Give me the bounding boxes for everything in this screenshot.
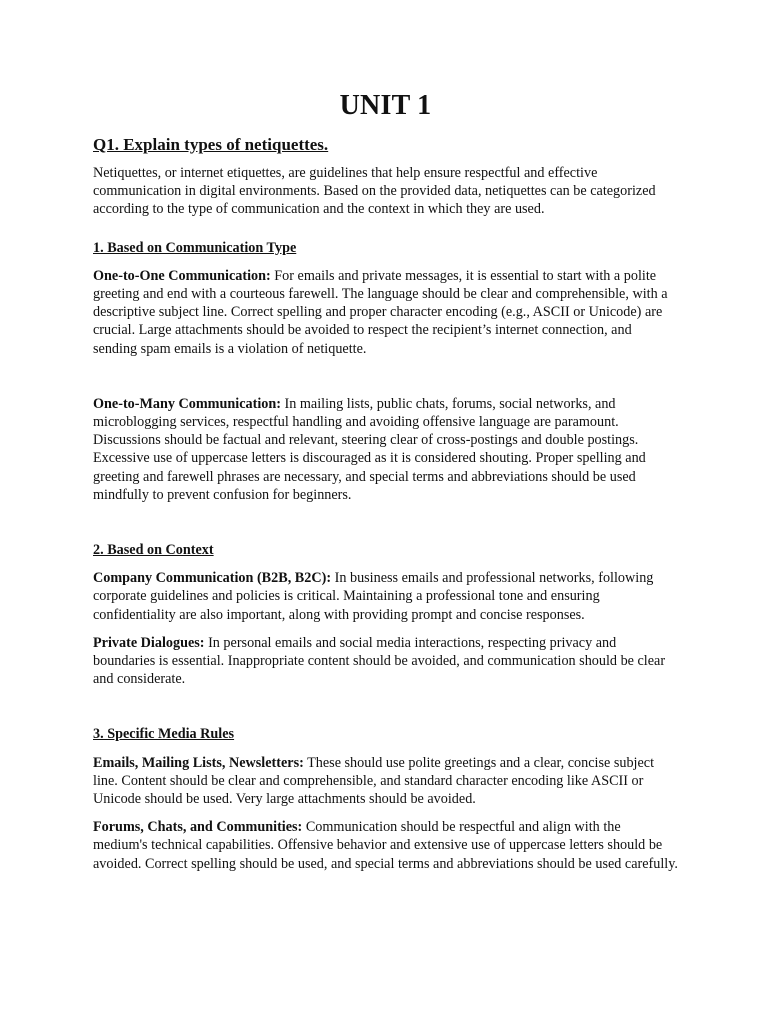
paragraph-text: These should use polite greetings and a clear, concise subject line. Content should be clear and comprehensible, and standard character encoding like ASCII or Unicode should be used. Very large attachments should be avoided.	[93, 754, 655, 808]
paragraph-one-to-one	[93, 267, 678, 358]
paragraph-text: In business emails and professional networks, following corporate guidelines and policies is critical. Maintaining a professional tone and ensuring confidentiality are also important, along with providing prompt and concise responses.	[93, 570, 654, 623]
paragraph-text: For emails and private messages, it is essential to start with a polite greeting and end with a courteous farewell. The language should be clear and comprehensible, with a descriptive subject line. Correct spelling and proper character encoding (e.g., ASCII or Unicode) are crucial. Large attachments should be avoided to respect the recipient’s internet connection, and sending spam emails is a violation of netiquette.	[93, 267, 668, 357]
section-heading-context: 2. Based on Context	[93, 542, 214, 559]
paragraph-emails-mailing-lists	[93, 754, 678, 809]
paragraph-lead: Emails, Mailing Lists, Newsletters:	[93, 754, 304, 771]
paragraph-forums-chats	[93, 818, 678, 873]
paragraph-lead: One-to-One Communication:	[93, 267, 271, 284]
paragraph-lead: Company Communication (B2B, B2C):	[93, 570, 332, 587]
document-content	[93, 88, 678, 873]
paragraph-text: Communication should be respectful and align with the medium's technical capabilities. Offensive behavior and extensive use of uppercase letters should be avoided. Correct spelling should be used, and special terms and abbreviations should be used carefully.	[93, 819, 678, 872]
section-heading-media-rules: 3. Specific Media Rules	[93, 726, 235, 743]
paragraph-lead: Private Dialogues:	[93, 634, 205, 651]
intro-paragraph: Netiquettes, or internet etiquettes, are guidelines that help ensure respectful and effective communication in digital environments. Based on the provided data, netiquettes can be categorized according to the type of communication and the context in which they are used.	[93, 165, 656, 218]
section-heading-communication-type: 1. Based on Communication Type	[93, 239, 297, 256]
paragraph-one-to-many	[93, 395, 678, 504]
paragraph-lead: One-to-Many Communication:	[93, 395, 281, 412]
paragraph-lead: Forums, Chats, and Communities:	[93, 819, 303, 836]
unit-title: UNIT 1	[339, 90, 432, 121]
paragraph-company-communication	[93, 569, 678, 624]
paragraph-text: In mailing lists, public chats, forums, social networks, and microblogging services, respectful handling and avoiding offensive language are paramount. Discussions should be factual and relevant, steering clear of cross-postings and double postings. Excessive use of uppercase letters is discouraged as it is considered shouting. Proper spelling and greeting and farewell phrases are necessary, and special terms and abbreviations should be used mindfully to prevent confusion for beginners.	[93, 395, 646, 503]
paragraph-private-dialogues	[93, 634, 678, 689]
question-heading: Q1. Explain types of netiquettes.	[93, 135, 329, 154]
paragraph-text: In personal emails and social media interactions, respecting privacy and boundaries is essential. Inappropriate content should be avoided, and communication should be clear and considerate.	[93, 634, 666, 688]
